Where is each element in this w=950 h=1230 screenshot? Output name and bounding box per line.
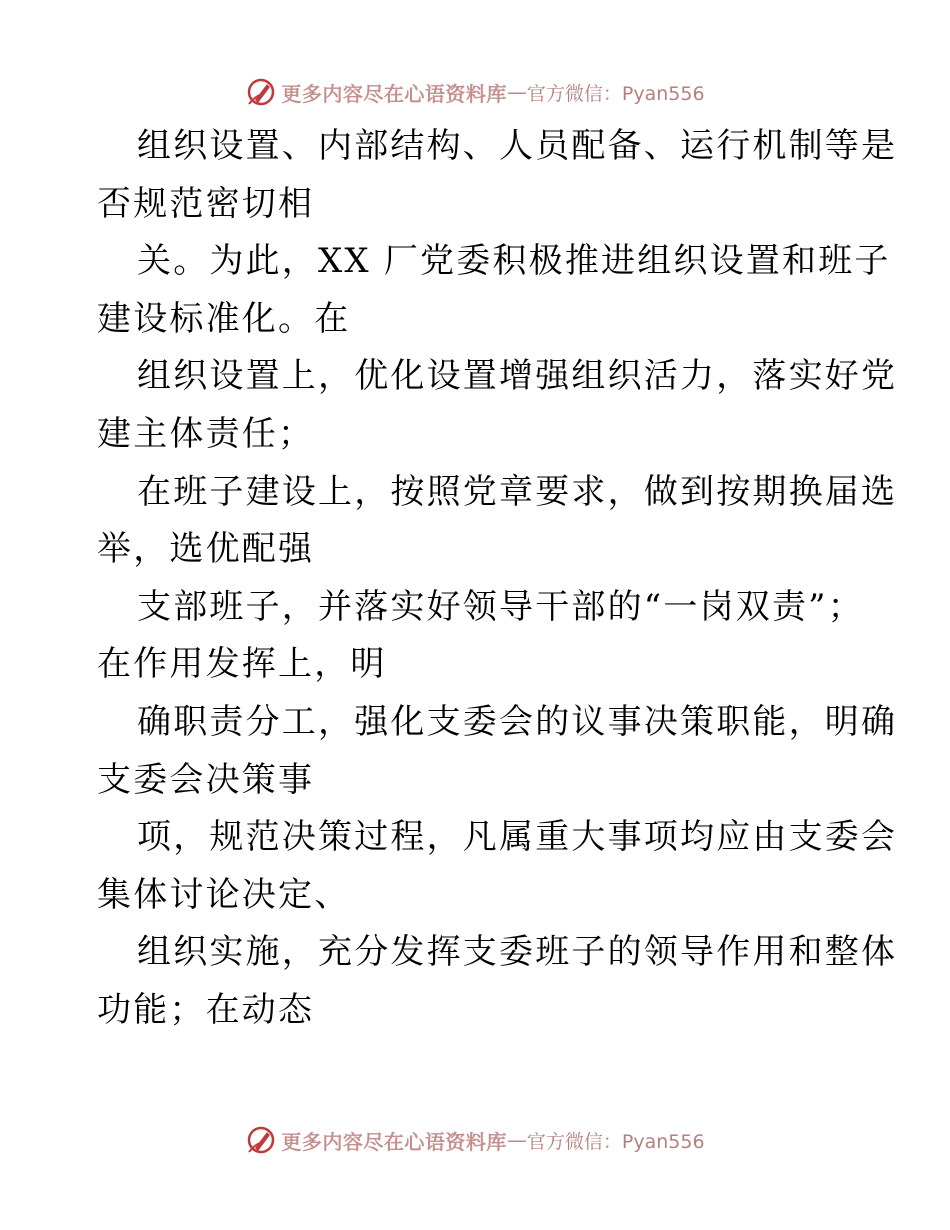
- body-line: 支部班子，并落实好领导干部的“一岗双责”；: [137, 586, 864, 627]
- body-line: 集体讨论决定、: [97, 874, 351, 915]
- body-line: 否规范密切相: [97, 183, 315, 224]
- watermark-site-text: 更多内容尽在心语资料库: [281, 1129, 507, 1154]
- watermark-site-text: 更多内容尽在心语资料库: [281, 81, 507, 106]
- body-line: 组织实施，充分发挥支委班子的领导作用和整体: [137, 932, 898, 973]
- body-line: 举，选优配强: [97, 529, 315, 570]
- watermark-dash: —: [506, 80, 527, 104]
- body-line: 建设标准化。在: [97, 298, 351, 339]
- body-line: 建主体责任；: [97, 413, 315, 454]
- body-line: 确职责分工，强化支委会的议事决策职能，明确: [137, 701, 898, 742]
- body-line: 在作用发挥上，明: [97, 644, 387, 685]
- body-line: 项，规范决策过程，凡属重大事项均应由支委会: [137, 817, 898, 858]
- watermark-dash: —: [506, 1128, 527, 1152]
- body-line: 关。为此，XX 厂党委积极推进组织设置和班子: [137, 241, 891, 282]
- document-body: [97, 118, 898, 1040]
- body-line: 组织设置上，优化设置增强组织活力，落实好党: [137, 356, 898, 397]
- watermark-wechat-text: 官方微信：Pyan556: [526, 1130, 705, 1153]
- header-watermark: [0, 72, 950, 112]
- watermark-wechat-text: 官方微信：Pyan556: [526, 82, 705, 105]
- body-line: 在班子建设上，按照党章要求，做到按期换届选: [137, 471, 898, 512]
- pen-nib-logo-icon: [245, 1124, 277, 1156]
- body-line: 支委会决策事: [97, 759, 315, 800]
- footer-watermark: [0, 1120, 950, 1160]
- body-line: 组织设置、内部结构、人员配备、运行机制等是: [137, 126, 898, 166]
- pen-nib-logo-icon: [245, 76, 277, 108]
- body-line: 功能；在动态: [97, 989, 315, 1030]
